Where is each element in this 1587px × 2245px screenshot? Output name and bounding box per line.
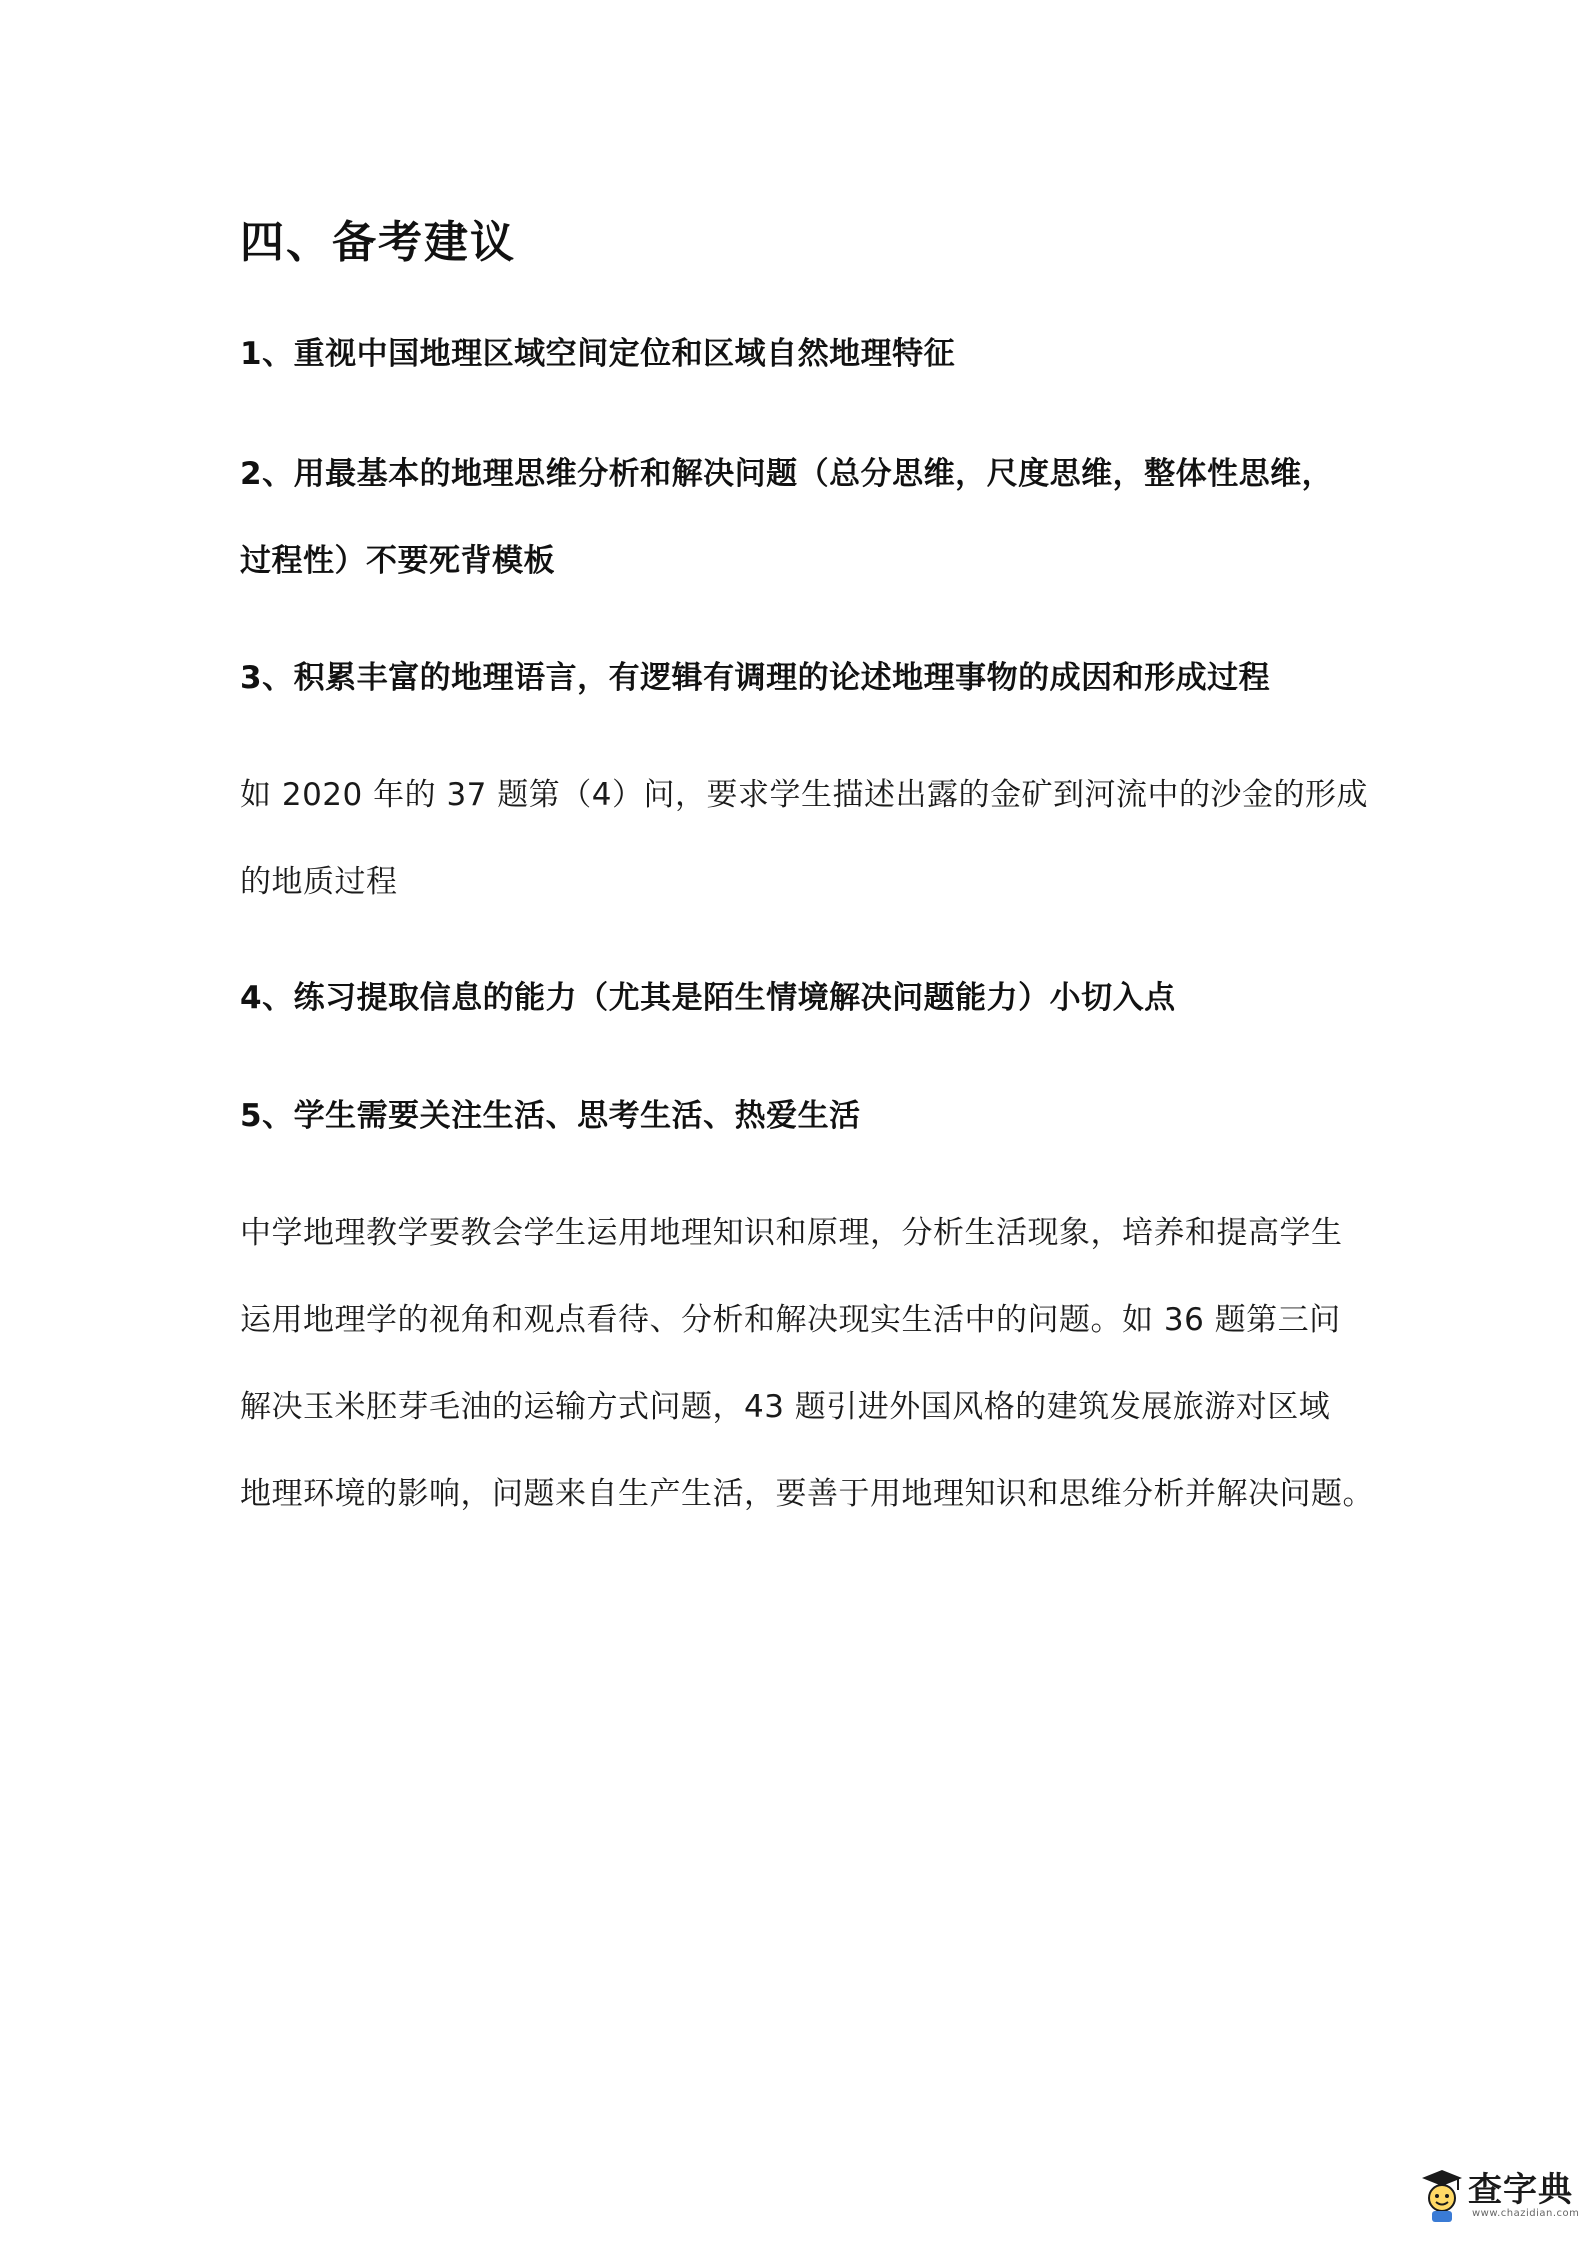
explanation-line-1: 中学地理教学要教会学生运用地理知识和原理，分析生活现象，培养和提高学生	[240, 1215, 1343, 1251]
section-title: 四、备考建议	[240, 217, 516, 268]
explanation-paragraph	[240, 1190, 1374, 1538]
explanation-line-2: 运用地理学的视角和观点看待、分析和解决现实生活中的问题。如 36 题第三问	[240, 1302, 1341, 1338]
advice-item-2	[240, 431, 1360, 605]
watermark-logo	[1420, 2160, 1580, 2240]
explanation-line-3: 解决玉米胚芽毛油的运输方式问题，43 题引进外国风格的建筑发展旅游对区域	[240, 1389, 1331, 1425]
example-line-2: 的地质过程	[240, 864, 398, 900]
watermark-url: www.chazidian.com	[1472, 2208, 1580, 2219]
advice-item-1: 1、重视中国地理区域空间定位和区域自然地理特征	[240, 336, 956, 372]
advice-item-5: 5、学生需要关注生活、思考生活、热爱生活	[240, 1098, 861, 1134]
advice-item-4: 4、练习提取信息的能力（尤其是陌生情境解决问题能力）小切入点	[240, 980, 1176, 1016]
mascot-icon	[1420, 2168, 1464, 2224]
advice-item-2-line-1: 2、用最基本的地理思维分析和解决问题（总分思维，尺度思维，整体性思维，	[240, 456, 1334, 492]
example-paragraph	[240, 752, 1368, 926]
watermark-name: 查字典	[1468, 2170, 1573, 2210]
advice-item-2-line-2: 过程性）不要死背模板	[240, 543, 555, 579]
advice-item-3: 3、积累丰富的地理语言，有逻辑有调理的论述地理事物的成因和形成过程	[240, 660, 1271, 696]
example-line-1: 如 2020 年的 37 题第（4）问，要求学生描述出露的金矿到河流中的沙金的形成	[240, 777, 1368, 813]
explanation-line-4: 地理环境的影响，问题来自生产生活，要善于用地理知识和思维分析并解决问题。	[240, 1476, 1374, 1512]
